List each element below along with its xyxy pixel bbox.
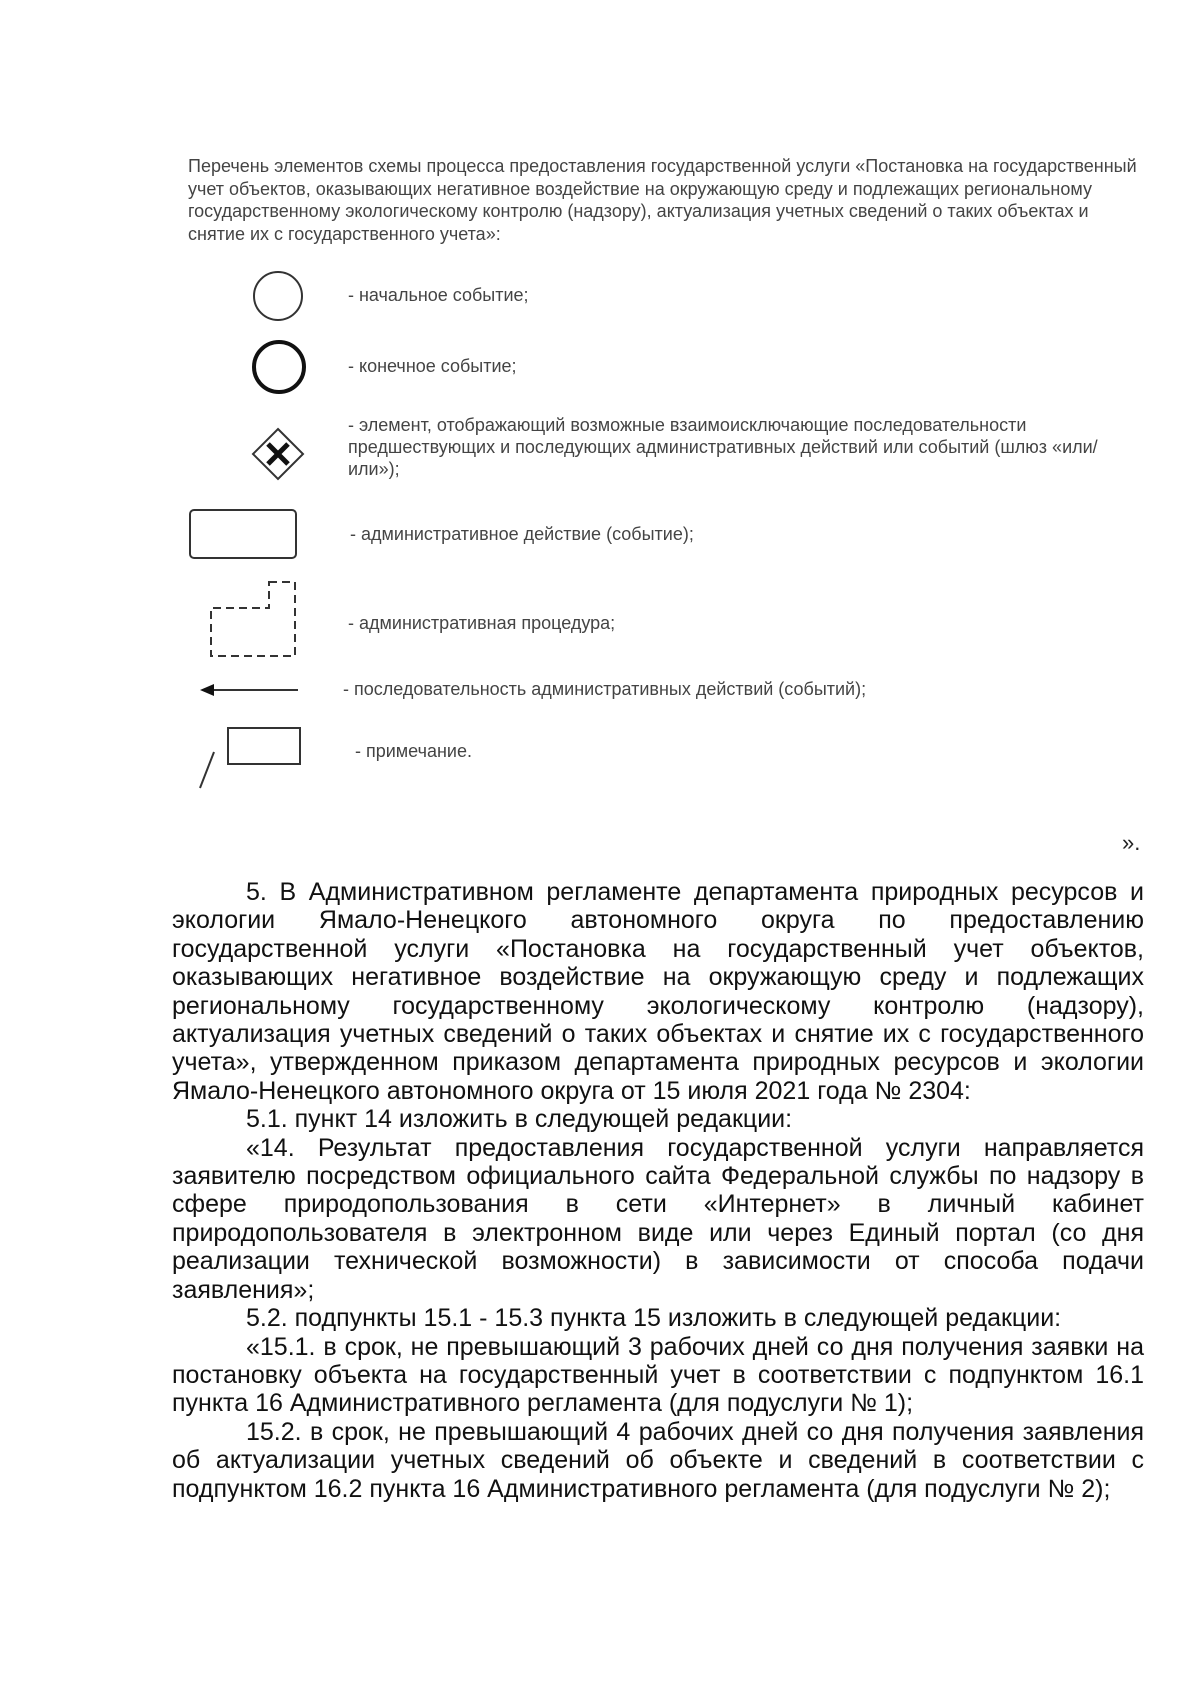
legend-text-sequence: - последовательность административных действий (событий); [343, 679, 867, 699]
closing-quote: ». [1122, 830, 1141, 855]
paragraph-5-1: 5.1. пункт 14 изложить в следующей редакции: [246, 1105, 793, 1134]
amendment-text [172, 878, 1144, 1503]
paragraph-14: «14. Результат предоставления государственной услуги направляется заявителю посредством официального сайта Федеральной службы по надзору в сфере природопользования в сети «Интернет» в личный кабинет природопользователя в электронном виде или через Единый портал (со дня реализации технической возможности) в зависимости от способа подачи заявления»; [172, 1133, 1144, 1304]
legend-intro: Перечень элементов схемы процесса предоставления государственной услуги «Постановка на государственный учет объектов, оказывающих негативное воздействие на окружающую среду и подлежащих региональному государственному экологическому контролю (надзору), актуализация учетных сведений о таких объектах и снятие их с государственного учета»: [188, 156, 1137, 244]
end-event-circle-icon [250, 338, 308, 396]
paragraph-15-2: 15.2. в срок, не превышающий 4 рабочих дней со дня получения заявления об актуализации учетных сведений об объекте и сведений в соответствии с подпунктом 16.2 пункта 16 Административного регламента (для подуслуги № 2); [172, 1417, 1144, 1503]
start-event-circle-icon [250, 268, 306, 324]
paragraph-15-1: «15.1. в срок, не превышающий 3 рабочих дней со дня получения заявки на постановку объекта на государственный учет в соответствии с подпунктом 16.1 пункта 16 Административного регламента (для подуслуги № 1); [172, 1332, 1144, 1418]
legend-text-end-event: - конечное событие; [348, 356, 517, 376]
legend-text-action: - административное действие (событие); [350, 524, 694, 544]
rounded-rectangle-icon [188, 508, 300, 562]
legend-text-start-event: - начальное событие; [348, 285, 529, 305]
paragraph-5: 5. В Административном регламенте департамента природных ресурсов и экологии Ямало-Ненецкого автономного округа по предоставлению государственной услуги «Постановка на государственный учет объектов, оказывающих негативное воздействие на окружающую среду и подлежащих региональному государственному экологическому контролю (надзору), актуализация учетных сведений о таких объектах и снятие их с государственного учета», утвержденном приказом департамента природных ресурсов и экологии Ямало-Ненецкого автономного округа от 15 июля 2021 года № 2304: [172, 878, 1144, 1105]
arrow-left-icon [198, 680, 302, 700]
paragraph-5-2: 5.2. подпункты 15.1 - 15.3 пункта 15 изложить в следующей редакции: [246, 1304, 1062, 1333]
legend-text-gateway: - элемент, отображающий возможные взаимоисключающие последовательности предшествующих и последующих административных действий или событий (шлюз «или/или»); [348, 415, 1098, 479]
legend-text-annotation: - примечание. [355, 741, 472, 761]
annotation-icon [192, 726, 304, 792]
legend-text-procedure: - административная процедура; [348, 613, 616, 633]
dashed-procedure-shape-icon [205, 578, 305, 660]
exclusive-gateway-icon [250, 426, 306, 482]
